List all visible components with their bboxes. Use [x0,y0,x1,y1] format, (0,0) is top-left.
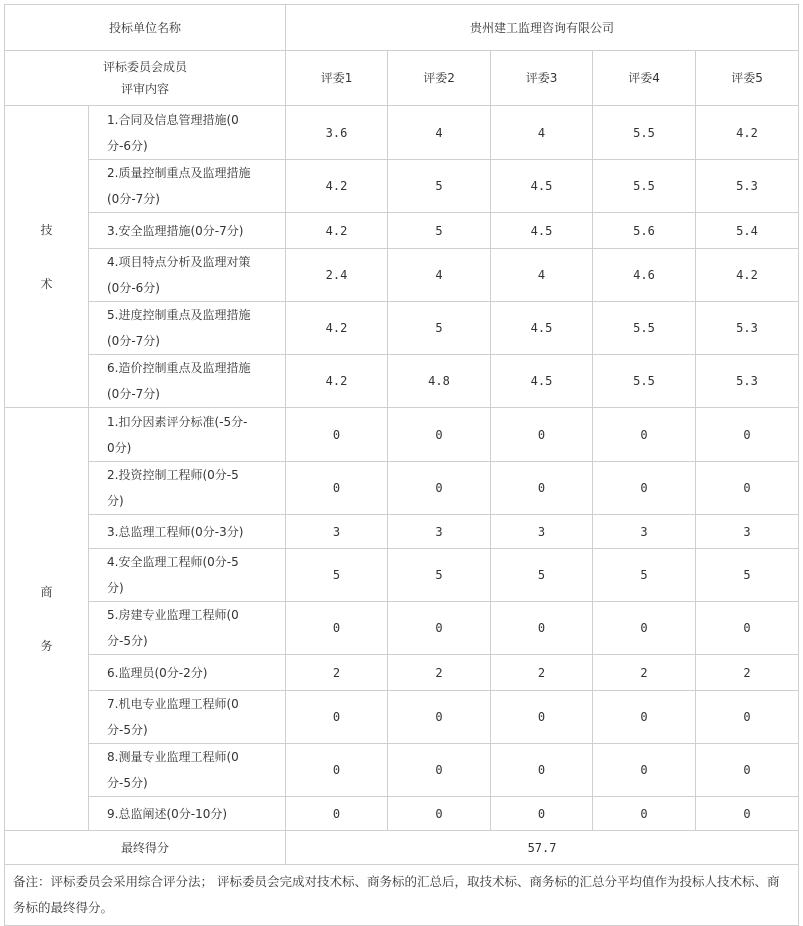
score-evaluator-4: 0 [593,797,696,831]
score-evaluator-2: 5 [388,302,491,355]
score-evaluator-5: 0 [696,408,799,462]
score-evaluator-2: 0 [388,462,491,515]
score-evaluator-5: 2 [696,655,799,691]
score-evaluator-2: 5 [388,160,491,213]
score-evaluator-2: 0 [388,691,491,744]
business-category-char: 商 [40,585,53,599]
score-evaluator-4: 5.6 [593,213,696,249]
score-evaluator-5: 5 [696,549,799,602]
content-label: 评审内容 [121,82,170,96]
criterion-label-line: 5.进度控制重点及监理措施 [107,308,251,322]
technical-category-cell [5,106,89,408]
technical-row [5,355,799,408]
criterion-label-line: 6.监理员(0分-2分) [107,665,208,680]
score-evaluator-4: 5 [593,549,696,602]
score-evaluator-2: 0 [388,797,491,831]
business-row [5,602,799,655]
score-evaluator-5: 4.2 [696,106,799,160]
criterion-label-line: 1.合同及信息管理措施(0 [107,112,239,127]
score-evaluator-2: 0 [388,602,491,655]
score-evaluator-2: 5 [388,213,491,249]
score-evaluator-4: 5.5 [593,355,696,408]
score-evaluator-4: 2 [593,655,696,691]
criterion-label-line: 9.总监阐述(0分-10分) [107,806,228,821]
business-row [5,515,799,549]
score-evaluator-5: 0 [696,462,799,515]
score-evaluator-1: 0 [286,408,388,462]
business-row [5,744,799,797]
score-evaluator-1: 4.2 [286,302,388,355]
criterion-label [89,302,286,355]
score-evaluator-5: 5.3 [696,302,799,355]
score-evaluator-2: 0 [388,744,491,797]
criterion-label [89,106,286,160]
score-evaluator-2: 4 [388,106,491,160]
criterion-label [89,549,286,602]
score-evaluator-4: 0 [593,602,696,655]
score-evaluator-5: 4.2 [696,249,799,302]
score-evaluator-1: 4.2 [286,160,388,213]
criterion-label [89,408,286,462]
business-category-char: 务 [40,639,53,653]
score-evaluator-3: 5 [491,549,593,602]
score-evaluator-1: 4.2 [286,355,388,408]
technical-row [5,249,799,302]
technical-row [5,106,799,160]
criterion-label-line: 分-5分) [107,634,148,648]
score-evaluator-5: 5.3 [696,160,799,213]
score-evaluator-2: 3 [388,515,491,549]
score-evaluator-3: 0 [491,744,593,797]
business-row [5,408,799,462]
score-evaluator-5: 0 [696,744,799,797]
criterion-label [89,462,286,515]
business-row [5,797,799,831]
score-evaluator-3: 4 [491,249,593,302]
header-diagonal-cell [5,51,286,106]
criterion-label [89,515,286,549]
note-row [5,865,799,926]
score-evaluator-3: 3 [491,515,593,549]
criterion-label-line: (0分-7分) [107,334,160,348]
score-evaluator-3: 4 [491,106,593,160]
criterion-label-line: 8.测量专业监理工程师(0 [107,750,239,764]
score-evaluator-1: 0 [286,602,388,655]
criterion-label [89,744,286,797]
score-evaluator-4: 4.6 [593,249,696,302]
criterion-label [89,691,286,744]
score-evaluator-3: 2 [491,655,593,691]
bidder-name: 贵州建工监理咨询有限公司 [286,5,799,51]
criterion-label-line: (0分-7分) [107,192,160,206]
business-row [5,462,799,515]
criterion-label [89,249,286,302]
criterion-label-line: 分-6分) [107,138,148,153]
criterion-label [89,602,286,655]
final-score-label: 最终得分 [5,831,286,865]
business-row [5,655,799,691]
criterion-label-line: 1.扣分因素评分标准(-5分- [107,414,248,429]
criterion-label-line: 4.项目特点分析及监理对策 [107,255,251,269]
technical-row [5,302,799,355]
score-evaluator-4: 5.5 [593,160,696,213]
criterion-label-line: 7.机电专业监理工程师(0 [107,697,239,711]
score-evaluator-1: 2.4 [286,249,388,302]
criterion-label [89,160,286,213]
criterion-label-line: 分-5分) [107,723,148,737]
score-evaluator-5: 5.3 [696,355,799,408]
score-evaluator-4: 0 [593,691,696,744]
criterion-label-line: 2.投资控制工程师(0分-5 [107,468,239,482]
technical-category-char: 技 [40,222,53,237]
score-evaluator-3: 0 [491,602,593,655]
members-label: 评标委员会成员 [103,60,188,74]
business-row [5,549,799,602]
score-evaluator-4: 3 [593,515,696,549]
evaluator-header-row [5,51,799,106]
score-evaluator-3: 4.5 [491,302,593,355]
note-text: 备注：评标委员会采用综合评分法； 评标委员会完成对技术标、商务标的汇总后，取技术标、商务标的汇总分平均值作为投标人技术标、商务标的最终得分。 [5,865,799,926]
criterion-label-line: 分-5分) [107,776,148,790]
score-evaluator-4: 0 [593,462,696,515]
score-evaluator-1: 3.6 [286,106,388,160]
score-evaluator-2: 2 [388,655,491,691]
criterion-label-line: 6.造价控制重点及监理措施 [107,361,251,375]
score-evaluator-5: 0 [696,602,799,655]
score-evaluator-1: 0 [286,462,388,515]
score-evaluator-2: 4 [388,249,491,302]
evaluator-2-header: 评委2 [388,51,491,106]
evaluator-3-header: 评委3 [491,51,593,106]
score-evaluator-4: 0 [593,408,696,462]
business-category-cell [5,408,89,831]
criterion-label-line: 0分) [107,440,132,455]
technical-category-char: 术 [40,276,53,291]
score-evaluator-3: 4.5 [491,213,593,249]
criterion-label-line: 3.总监理工程师(0分-3分) [107,524,244,539]
score-evaluator-4: 5.5 [593,302,696,355]
score-evaluator-2: 0 [388,408,491,462]
score-evaluator-1: 2 [286,655,388,691]
criterion-label [89,213,286,249]
score-evaluator-5: 3 [696,515,799,549]
score-evaluator-1: 3 [286,515,388,549]
criterion-label [89,655,286,691]
criterion-label-line: (0分-7分) [107,387,160,401]
score-evaluator-3: 0 [491,691,593,744]
evaluator-1-header: 评委1 [286,51,388,106]
score-evaluator-2: 5 [388,549,491,602]
final-score-row [5,831,799,865]
score-evaluator-4: 5.5 [593,106,696,160]
criterion-label-line: 分) [107,581,124,595]
evaluator-4-header: 评委4 [593,51,696,106]
score-evaluator-3: 4.5 [491,160,593,213]
criterion-label [89,355,286,408]
score-evaluator-1: 5 [286,549,388,602]
bidder-label: 投标单位名称 [5,5,286,51]
score-table [4,4,799,926]
score-evaluator-5: 0 [696,797,799,831]
score-evaluator-1: 0 [286,691,388,744]
criterion-label-line: 2.质量控制重点及监理措施 [107,166,251,180]
score-evaluator-1: 4.2 [286,213,388,249]
criterion-label-line: 4.安全监理工程师(0分-5 [107,555,239,569]
score-evaluator-3: 0 [491,797,593,831]
criterion-label-line: 分) [107,494,124,508]
business-row [5,691,799,744]
score-evaluator-1: 0 [286,797,388,831]
final-score-value: 57.7 [286,831,799,865]
criterion-label-line: 3.安全监理措施(0分-7分) [107,223,244,238]
score-evaluator-3: 4.5 [491,355,593,408]
score-evaluator-4: 0 [593,744,696,797]
criterion-label-line: 5.房建专业监理工程师(0 [107,608,239,622]
score-evaluator-1: 0 [286,744,388,797]
criterion-label [89,797,286,831]
score-evaluator-3: 0 [491,462,593,515]
technical-row [5,160,799,213]
score-evaluator-5: 5.4 [696,213,799,249]
score-evaluator-3: 0 [491,408,593,462]
criterion-label-line: (0分-6分) [107,281,160,295]
evaluator-5-header: 评委5 [696,51,799,106]
technical-row [5,213,799,249]
score-evaluator-2: 4.8 [388,355,491,408]
score-evaluator-5: 0 [696,691,799,744]
bidder-row [5,5,799,51]
